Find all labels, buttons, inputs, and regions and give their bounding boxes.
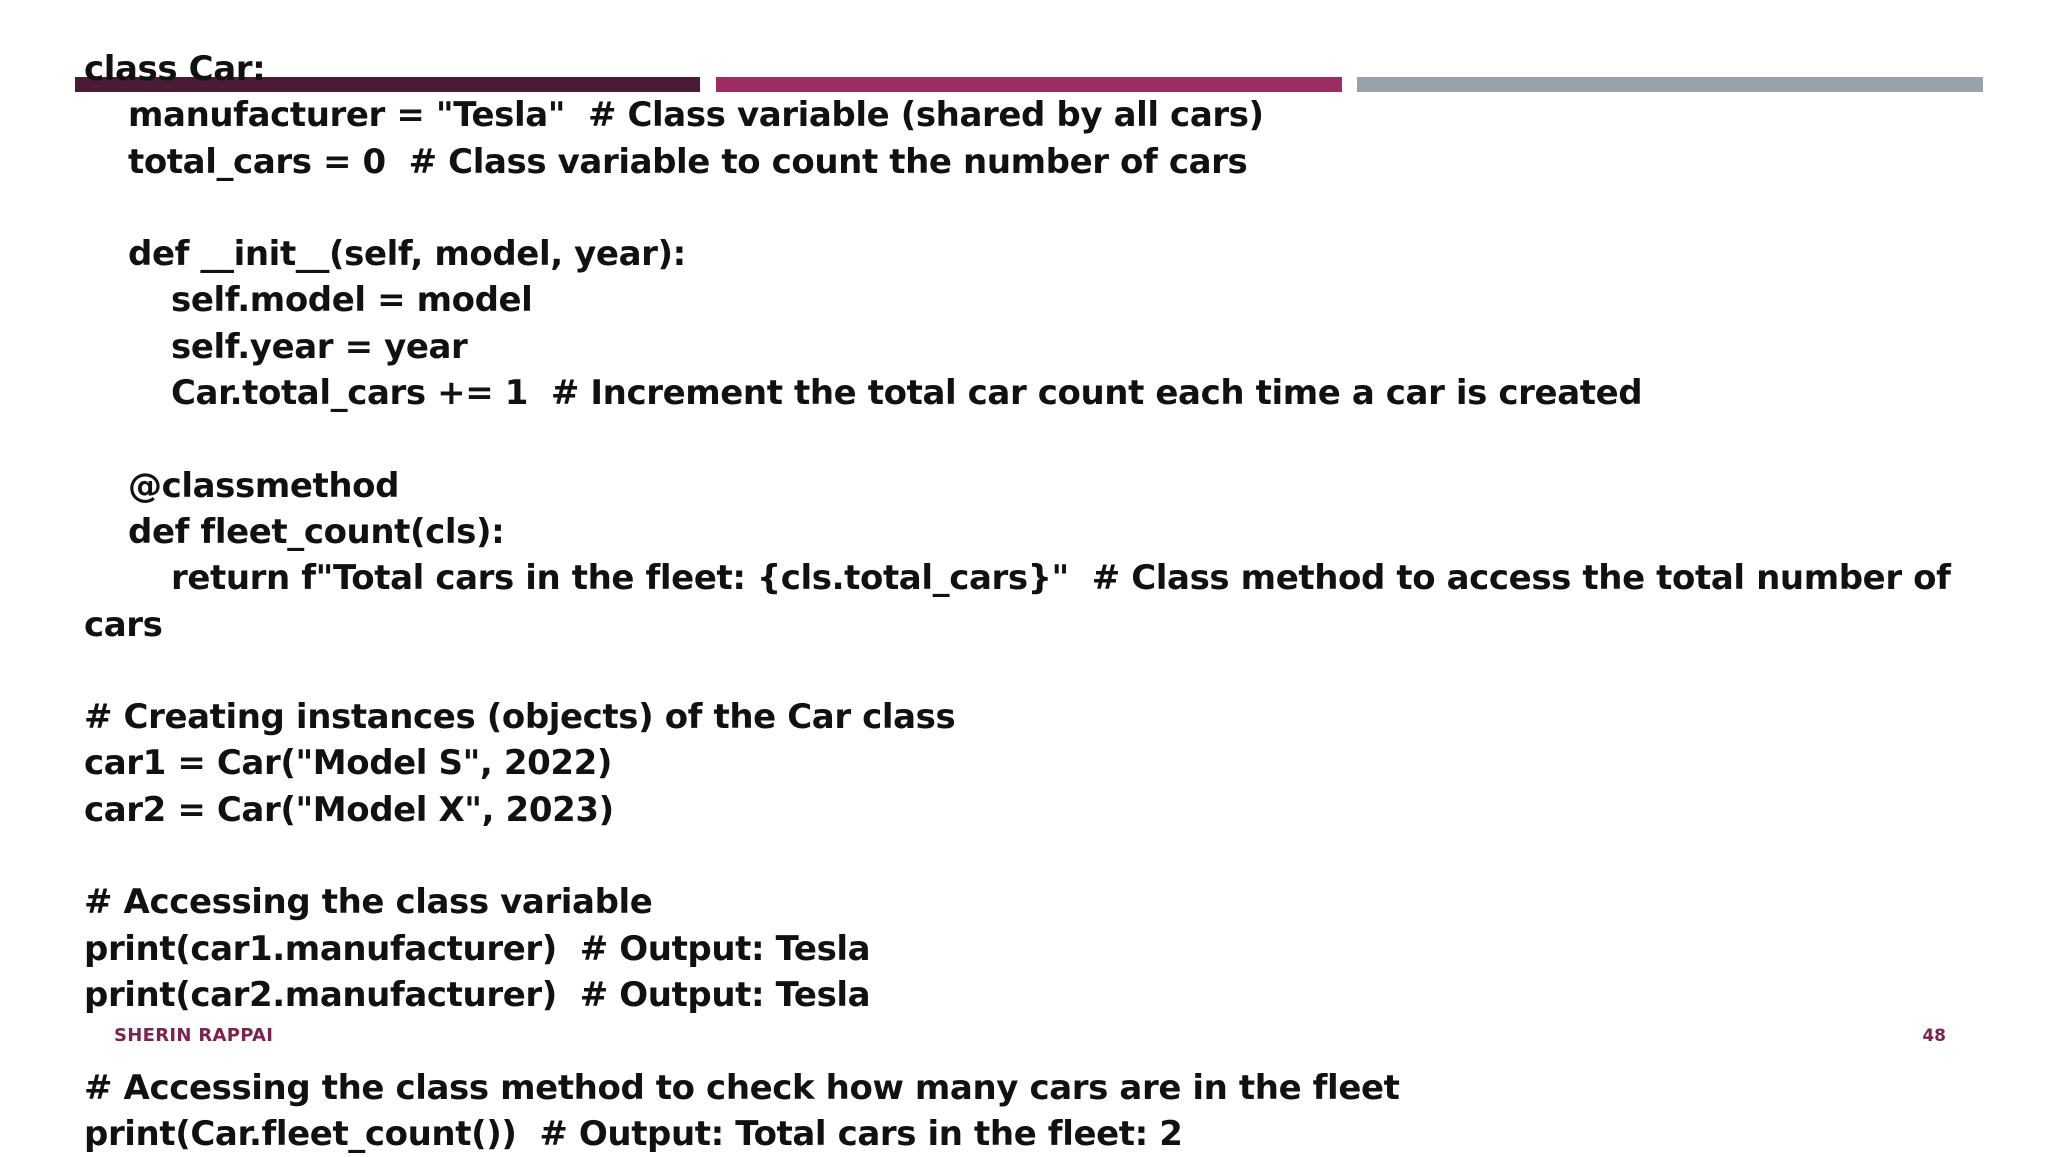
code-line: class Car: bbox=[84, 49, 266, 89]
code-line: Car.total_cars += 1 # Increment the total car count each time a car is created bbox=[171, 373, 1643, 414]
code-line: cars bbox=[84, 604, 163, 645]
blank-line bbox=[84, 416, 1984, 462]
code-line: self.year = year bbox=[171, 326, 468, 367]
code-line: # Accessing the class variable bbox=[84, 882, 653, 923]
code-listing bbox=[84, 46, 1984, 1157]
code-line: @classmethod bbox=[128, 465, 400, 506]
code-line: print(car1.manufacturer) # Output: Tesla bbox=[84, 928, 871, 969]
code-line: print(car2.manufacturer) # Output: Tesla bbox=[84, 974, 871, 1015]
blank-line bbox=[84, 1018, 1984, 1064]
blank-line bbox=[84, 833, 1984, 879]
code-line: # Creating instances (objects) of the Car class bbox=[84, 697, 956, 738]
code-line: car2 = Car("Model X", 2023) bbox=[84, 789, 614, 830]
code-line: def fleet_count(cls): bbox=[128, 511, 505, 552]
blank-line bbox=[84, 648, 1984, 694]
code-line: manufacturer = "Tesla" # Class variable (shared by all cars) bbox=[128, 95, 1264, 136]
blank-line bbox=[84, 185, 1984, 231]
code-line: def __init__(self, model, year): bbox=[128, 234, 686, 275]
code-line: car1 = Car("Model S", 2022) bbox=[84, 743, 613, 784]
code-line: print(Car.fleet_count()) # Output: Total cars in the fleet: 2 bbox=[84, 1113, 1183, 1154]
code-line: # Accessing the class method to check how many cars are in the fleet bbox=[84, 1067, 1400, 1108]
code-line: total_cars = 0 # Class variable to count the number of cars bbox=[128, 141, 1248, 182]
code-line: return f"Total cars in the fleet: {cls.total_cars}" # Class method to access the total number of bbox=[171, 558, 1951, 599]
page-number: 48 bbox=[1922, 1026, 1946, 1046]
footer-author: SHERIN RAPPAI bbox=[114, 1025, 274, 1046]
code-line: self.model = model bbox=[171, 280, 533, 321]
